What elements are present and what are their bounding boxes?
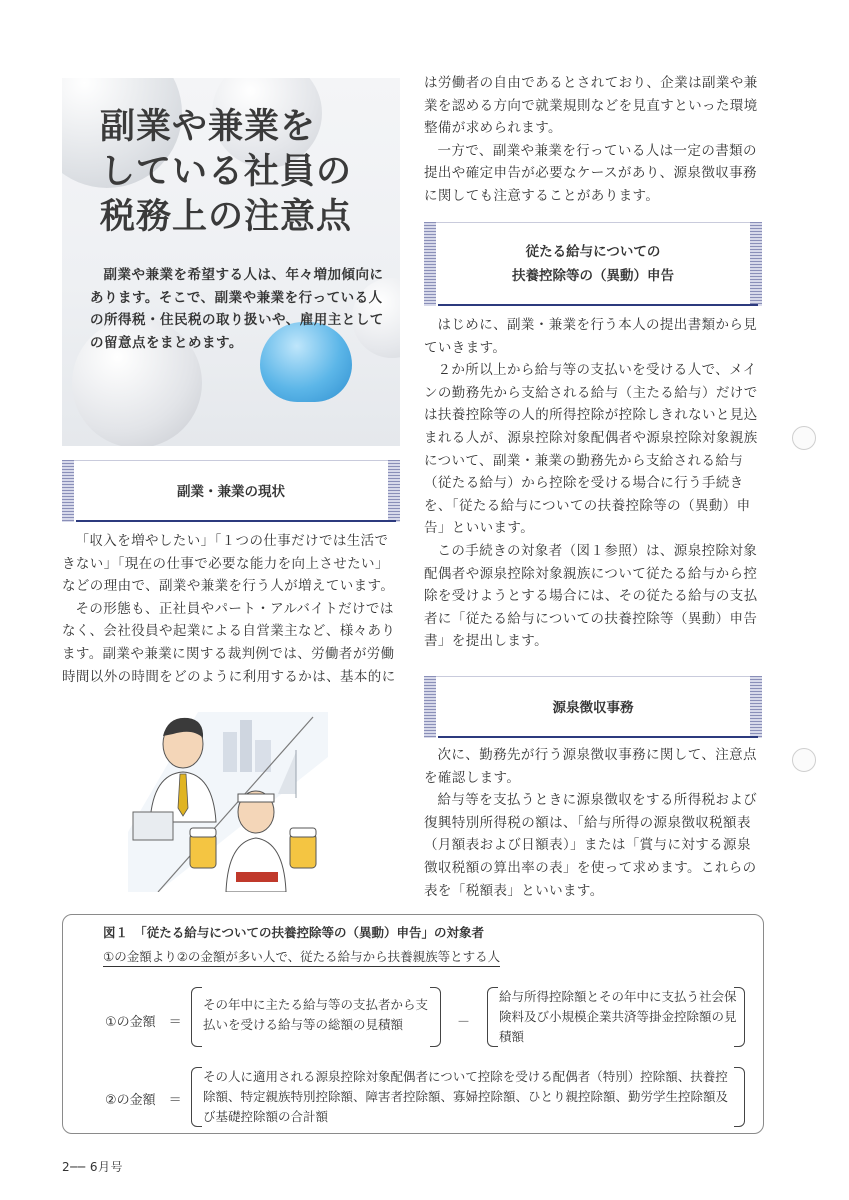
article-lead: 副業や兼業を希望する人は、年々増加傾向にあります。そこで、副業や兼業を行っている人の所得税・住民税の取り扱いや、雇用主としての留意点をまとめます。 — [90, 267, 384, 351]
paragraph: 給与等を支払うときに源泉徴収をする所得税および復興特別所得税の額は、「給与所得の源泉徴収税額表（月額表および日額表）」または「賞与に対する源泉徴収税額の算出率の表」を使って求めます。これらの表を「税額表」といいます。 — [424, 792, 758, 899]
binder-hole — [792, 426, 816, 450]
paragraph: 「収入を増やしたい」「１つの仕事だけでは生活できない」「現在の仕事で必要な能力を向上させたい」などの理由で、副業や兼業を行う人が増えています。 — [62, 533, 395, 595]
figure-title: 図１ 「従たる給与についての扶養控除等の（異動）申告」の対象者 — [103, 925, 485, 940]
heading-underline — [76, 520, 396, 522]
amount-1-label: ①の金額 ＝ — [105, 1015, 182, 1030]
paragraph: ２か所以上から給与等の支払いを受ける人で、メインの勤務先から支給される給与（主たる給与）だけでは扶養控除等の人的所得控除が控除しきれないと見込まれる人が、源泉控除対象配偶者や源泉控除対象親族について、副業・兼業の勤務先から支給される給与（従たる給与）から控除を受ける場合に行う手続きを、「従たる給与についての扶養控除等の（異動）申告」といいます。 — [424, 362, 758, 537]
amount-2-total-deductions: その人に適用される源泉控除対象配偶者について控除を受ける配偶者（特別）控除額、扶養控除額、特定親族特別控除額、障害者控除額、寡婦控除額、ひとり親控除額、勤労学生控除額及び基礎控除額の合計額 — [203, 1069, 729, 1124]
title-line: している社員の — [100, 151, 353, 192]
right-column-bottom-text — [424, 744, 764, 902]
left-column-text — [62, 530, 402, 688]
amount-1-gross-estimate: その年中に主たる給与等の支払者から支払いを受ける給与等の総額の見積額 — [203, 997, 429, 1032]
amount-2-label: ②の金額 ＝ — [105, 1093, 182, 1108]
illustration-office-worker-and-waiter — [128, 712, 328, 892]
paragraph: はじめに、副業・兼業を行う本人の提出書類から見ていきます。 — [424, 317, 758, 356]
article-title — [100, 104, 352, 239]
paragraph: 一方で、副業や兼業を行っている人は一定の書類の提出や確定申告が必要なケースがあり、源泉徴収事務に関しても注意することがあります。 — [424, 142, 757, 204]
figure-1-box — [62, 914, 764, 1134]
paragraph: 次に、勤務先が行う源泉徴収事務に関して、注意点を確認します。 — [424, 747, 757, 786]
title-line: 税務上の注意点 — [100, 196, 353, 237]
amount-1-deduction-estimate: 給与所得控除額とその年中に支払う社会保険料及び小規模企業共済等掛金控除額の見積額 — [499, 989, 737, 1044]
section-title: 従たる給与についての — [525, 244, 661, 260]
section-title: 源泉徴収事務 — [552, 700, 634, 716]
right-column-middle-text — [424, 314, 764, 653]
heading-underline — [438, 304, 758, 306]
section-heading-current-state — [62, 460, 400, 522]
hero-panel — [62, 78, 400, 446]
page-footer: 2── 6月号 — [62, 1160, 124, 1174]
title-line: 副業や兼業を — [100, 106, 317, 147]
section-heading-withholding — [424, 676, 762, 738]
heading-underline — [438, 736, 758, 738]
page-number: 2 — [62, 1160, 71, 1174]
binder-hole — [792, 748, 816, 772]
issue-label: 6月号 — [89, 1160, 124, 1174]
section-title: 扶養控除等の（異動）申告 — [512, 268, 674, 284]
minus-sign: － — [457, 1015, 471, 1030]
paragraph: この手続きの対象者（図１参照）は、源泉控除対象配偶者や源泉控除対象親族について従たる給与から控除を受けようとする場合には、その従たる給与の支払者に「従たる給与についての扶養控除等（異動）申告書」を提出します。 — [424, 542, 758, 650]
section-heading-dependent-declaration — [424, 222, 762, 306]
paragraph: は労働者の自由であるとされており、企業は副業や兼業を認める方向で就業規則などを見直すといった環境整備が求められます。 — [424, 75, 758, 137]
figure-subtitle: ①の金額より②の金額が多い人で、従たる給与から扶養親族等とする人 — [103, 947, 500, 967]
section-title: 副業・兼業の現状 — [177, 484, 285, 500]
right-column-top-text — [424, 72, 764, 208]
paragraph: その形態も、正社員やパート・アルバイトだけではなく、会社役員や起業による自営業主など、様々あります。副業や兼業に関する裁判例では、労働者が労働時間以外の時間をどのように利用するかは、基本的に — [62, 600, 396, 685]
